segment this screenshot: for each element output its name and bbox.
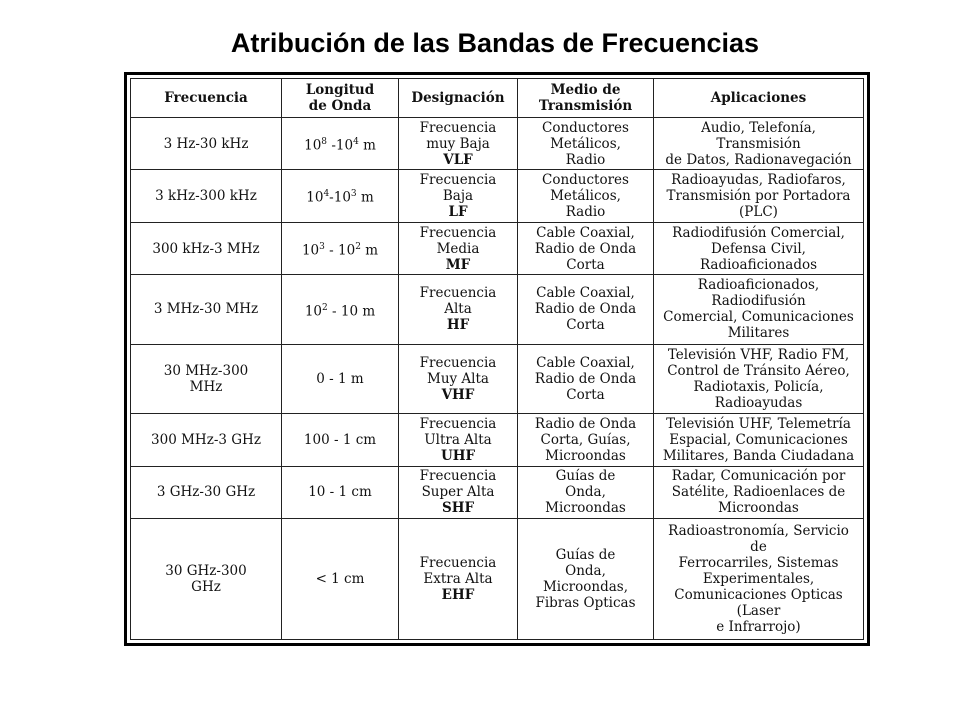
cell-medio: Guías de Onda, Microondas <box>518 466 654 518</box>
cell-frecuencia: 300 kHz-3 MHz <box>131 222 282 274</box>
frequency-bands-table <box>130 78 864 640</box>
table-row <box>131 275 864 345</box>
cell-aplicaciones: Radioaficionados, Radiodifusión Comercial, Comunicaciones Militares <box>654 275 864 345</box>
band-code: SHF <box>441 500 475 517</box>
cell-medio: Cable Coaxial, Radio de Onda Corta <box>518 275 654 345</box>
table-row <box>131 466 864 518</box>
band-code: VLF <box>443 151 473 168</box>
cell-longitud: 10 - 1 cm <box>282 466 399 518</box>
cell-longitud: $10^4-10^3$ m <box>282 170 399 222</box>
cell-frecuencia: 3 GHz-30 GHz <box>131 466 282 518</box>
cell-frecuencia: 30 GHz-300 GHz <box>131 519 282 640</box>
cell-designacion: Frecuencia Ultra Alta UHF <box>399 414 518 466</box>
cell-medio: Conductores Metálicos, Radio <box>518 118 654 170</box>
band-code: LF <box>448 204 468 221</box>
cell-aplicaciones: Televisión VHF, Radio FM, Control de Tránsito Aéreo, Radiotaxis, Policía, Radioayudas <box>654 344 864 414</box>
header-frecuencia: Frecuencia <box>131 79 282 118</box>
table-row <box>131 222 864 274</box>
cell-frecuencia: 3 Hz-30 kHz <box>131 118 282 170</box>
cell-aplicaciones: Audio, Telefonía, Transmisión de Datos, Radionavegación <box>654 118 864 170</box>
page-title: Atribución de las Bandas de Frecuencias <box>230 28 760 58</box>
band-code: EHF <box>441 587 475 604</box>
header-designacion: Designación <box>399 79 518 118</box>
cell-designacion: Frecuencia Media MF <box>399 222 518 274</box>
band-code: MF <box>445 256 471 273</box>
header-medio: Medio de Transmisión <box>518 79 654 118</box>
cell-aplicaciones: Radar, Comunicación por Satélite, Radioenlaces de Microondas <box>654 466 864 518</box>
cell-designacion: Frecuencia muy Baja VLF <box>399 118 518 170</box>
header-aplicaciones: Aplicaciones <box>654 79 864 118</box>
cell-aplicaciones: Radioayudas, Radiofaros, Transmisión por Portadora (PLC) <box>654 170 864 222</box>
cell-medio: Conductores Metálicos, Radio <box>518 170 654 222</box>
cell-frecuencia: 3 MHz-30 MHz <box>131 275 282 345</box>
cell-longitud: 0 - 1 m <box>282 344 399 414</box>
frequency-table-frame <box>124 72 870 646</box>
cell-designacion: Frecuencia Extra Alta EHF <box>399 519 518 640</box>
cell-aplicaciones: Radiodifusión Comercial, Defensa Civil, Radioaficionados <box>654 222 864 274</box>
band-code: VHF <box>441 386 475 403</box>
cell-longitud: 100 - 1 cm <box>282 414 399 466</box>
table-body <box>131 118 864 640</box>
cell-longitud: $10^8$ $-10^4$ m <box>282 118 399 170</box>
cell-longitud: $10^2 - 10$ m <box>282 275 399 345</box>
table-row <box>131 170 864 222</box>
cell-medio: Guías de Onda, Microondas, Fibras Opticas <box>518 519 654 640</box>
header-longitud: Longitud de Onda <box>282 79 399 118</box>
band-code: HF <box>446 317 470 334</box>
cell-frecuencia: 3 kHz-300 kHz <box>131 170 282 222</box>
cell-longitud: $10^3 - 10^2$ m <box>282 222 399 274</box>
cell-designacion: Frecuencia Muy Alta VHF <box>399 344 518 414</box>
cell-medio: Cable Coaxial, Radio de Onda Corta <box>518 344 654 414</box>
cell-designacion: Frecuencia Alta HF <box>399 275 518 345</box>
cell-longitud: < 1 cm <box>282 519 399 640</box>
table-row <box>131 519 864 640</box>
table-row <box>131 118 864 170</box>
cell-aplicaciones: Radioastronomía, Servicio de Ferrocarriles, Sistemas Experimentales, Comunicaciones Opticas (Laser e Infrarrojo) <box>654 519 864 640</box>
band-code: UHF <box>440 447 476 464</box>
cell-frecuencia: 300 MHz-3 GHz <box>131 414 282 466</box>
table-row <box>131 344 864 414</box>
cell-medio: Radio de Onda Corta, Guías, Microondas <box>518 414 654 466</box>
cell-frecuencia: 30 MHz-300 MHz <box>131 344 282 414</box>
table-header-row <box>131 79 864 118</box>
cell-medio: Cable Coaxial, Radio de Onda Corta <box>518 222 654 274</box>
table-row <box>131 414 864 466</box>
cell-designacion: Frecuencia Super Alta SHF <box>399 466 518 518</box>
cell-aplicaciones: Televisión UHF, Telemetría Espacial, Comunicaciones Militares, Banda Ciudadana <box>654 414 864 466</box>
cell-designacion: Frecuencia Baja LF <box>399 170 518 222</box>
